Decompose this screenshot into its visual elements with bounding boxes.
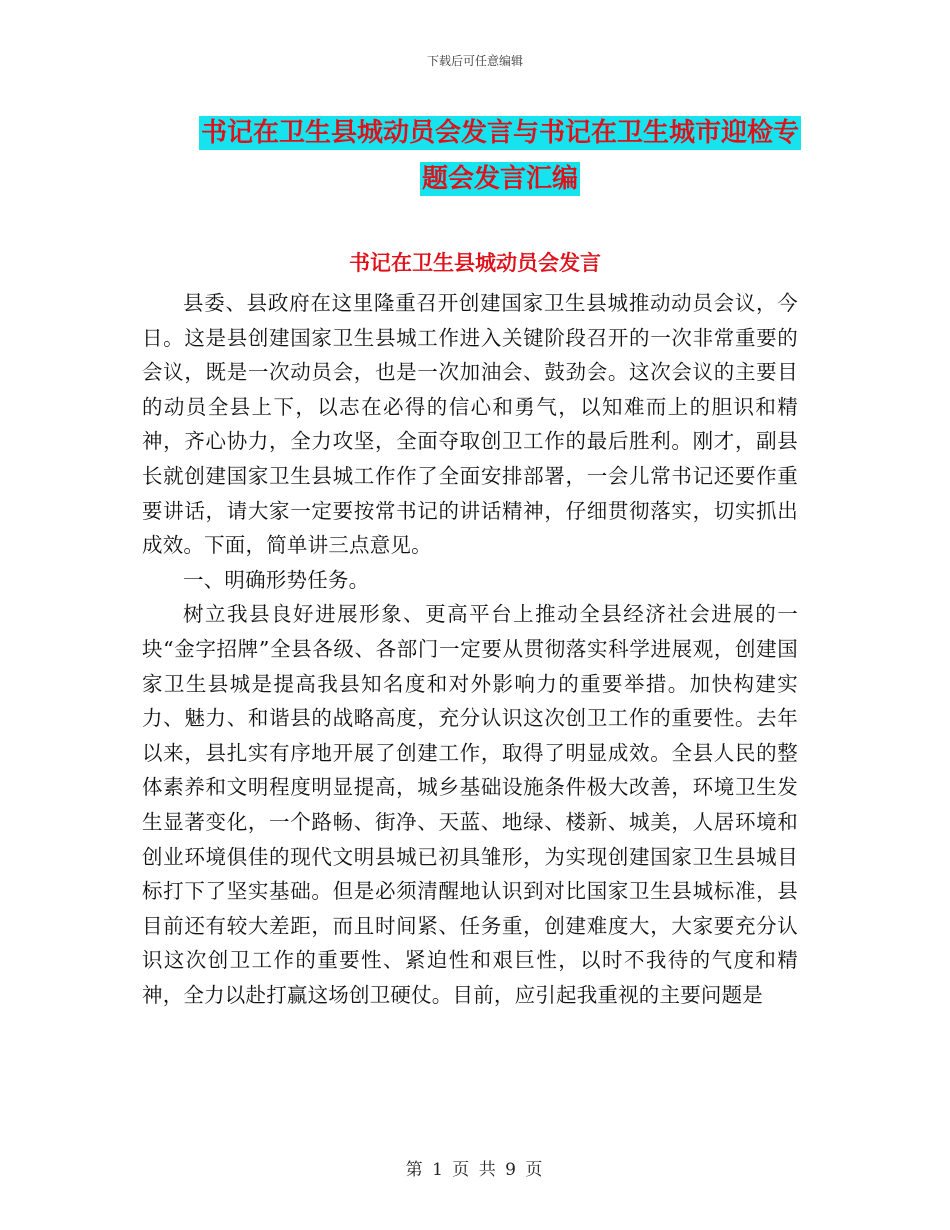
paragraph-situation: 树立我县良好进展形象、更高平台上推动全县经济社会进展的一块“金字招牌”全县各级、各部门一定要从贯彻落实科学进展观，创建国家卫生县城是提高我县知名度和对外影响力的重要举措。加快构建实力、魅力、和谐县的战略高度，充分认识这次创卫工作的重要性。去年以来，县扎实有序地开展了创建工作，取得了明显成效。全县人民的整体素养和文明程度明显提高，城乡基础设施条件极大改善，环境卫生发生显著变化，一个路畅、街净、天蓝、地绿、楼新、城美，人居环境和创业环境俱佳的现代文明县城已初具雏形，为实现创建国家卫生县城目标打下了坚实基础。但是必须清醒地认识到对比国家卫生县城标准，县目前还有较大差距，而且时间紧、任务重，创建难度大，大家要充分认识这次创卫工作的重要性、紧迫性和艰巨性，以时不我待的气度和精神，全力以赴打赢这场创卫硬仗。目前，应引起我重视的主要问题是 bbox=[142, 602, 798, 1007]
paragraph-heading-one: 一、明确形势任务。 bbox=[183, 567, 370, 592]
document-title bbox=[190, 110, 810, 202]
document-body bbox=[142, 286, 798, 1012]
header-note: 下载后可任意编辑 bbox=[426, 54, 523, 68]
paragraph-intro: 县委、县政府在这里隆重召开创建国家卫生县城推动动员会议，今日。这是县创建国家卫生县城工作进入关键阶段召开的一次非常重要的会议，既是一次动员会，也是一次加油会、鼓劲会。这次会议的主要目的动员全县上下，以志在必得的信心和勇气，以知难而上的胆识和精神，齐心协力，全力攻坚，全面夺取创卫工作的最后胜利。刚才，副县长就创建国家卫生县城工作作了全面安排部署，一会儿常书记还要作重要讲话，请大家一定要按常书记的讲话精神，仔细贯彻落实，切实抓出成效。下面，简单讲三点意见。 bbox=[142, 291, 798, 558]
section-title: 书记在卫生县城动员会发言 bbox=[349, 251, 601, 275]
page-number-footer: 第 1 页 共 9 页 bbox=[405, 1160, 545, 1180]
document-title-text: 书记在卫生县城动员会发言与书记在卫生城市迎检专题会发言汇编 bbox=[200, 118, 799, 194]
